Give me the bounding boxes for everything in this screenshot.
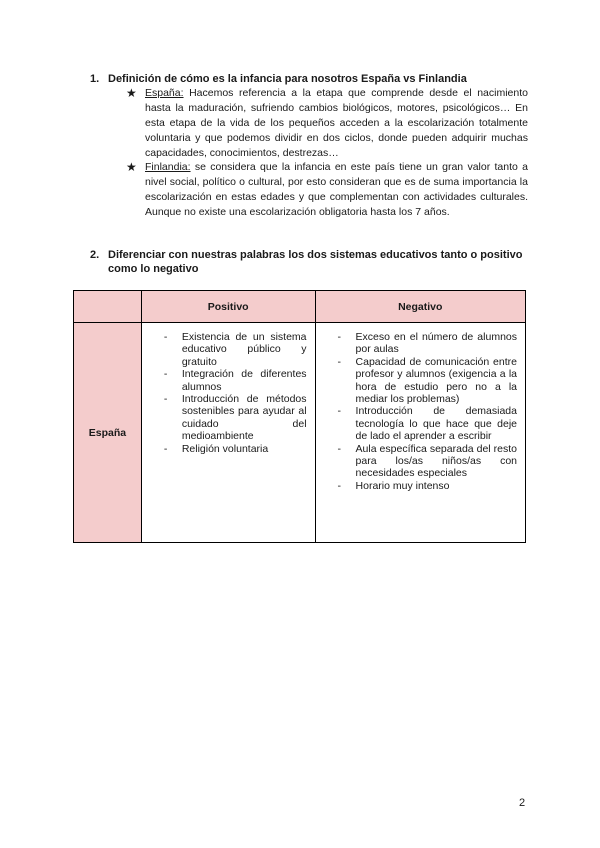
section-2-title: Diferenciar con nuestras palabras los dos sistemas educativos tanto o positivo como lo negativo (108, 249, 523, 275)
list-item: - Religión voluntaria (164, 443, 307, 455)
cell-positivo (141, 323, 315, 543)
bullet-text: Hacemos referencia a la etapa que comprende desde el nacimiento hasta la maduración, sufriendo cambios biológicos, motores, psicológicos… En esta etapa de la vida de los pequeños acceden a la escolarización totalmente voluntaria y que podemos dividir en dos ciclos, donde pueden adquirir muchas capacidades, conocimientos, destrezas… (145, 87, 528, 159)
page-number: 2 (519, 797, 526, 809)
list-item: - Capacidad de comunicación entre profesor y alumnos (exigencia a la hora de estudio pero no a la mediar los problemas) (338, 356, 517, 406)
section-1-title: Definición de cómo es la infancia para nosotros España vs Finlandia (108, 73, 467, 85)
bullet-text: se considera que la infancia en este país tiene un gran valor tanto a nivel social, político o cultural, por esto consideran que es de suma importancia la escolarización en estas edades y que complementan con actividades culturales. Aunque no existe una escolarización obligatoria hasta los 7 años. (145, 161, 528, 218)
list-item: - Existencia de un sistema educativo público y gratuito (164, 331, 307, 368)
list-item: - Horario muy intenso (338, 480, 517, 492)
star-icon: ★ (126, 160, 137, 174)
list-item: - Aula específica separada del resto para los/as niños/as con necesidades especiales (338, 443, 517, 480)
bullet-espana (126, 86, 528, 161)
negativo-list (316, 323, 525, 492)
table-header-empty (74, 291, 142, 323)
cell-negativo (315, 323, 525, 543)
bullet-label: Finlandia: (145, 161, 191, 173)
section-2-number: 2. (90, 249, 100, 261)
list-item: - Introducción de demasiada tecnología lo que hace que deje de lado el aprender a escribir (338, 405, 517, 442)
list-item: - Introducción de métodos sostenibles para ayudar al cuidado del medioambiente (164, 393, 307, 443)
list-item: - Integración de diferentes alumnos (164, 368, 307, 393)
bullet-finlandia (126, 160, 528, 220)
table-row (74, 323, 526, 543)
star-icon: ★ (126, 86, 137, 100)
positivo-list (142, 323, 315, 455)
table-header-negativo: Negativo (315, 291, 525, 323)
table-header-positivo: Positivo (141, 291, 315, 323)
comparison-table (73, 290, 526, 543)
list-item: - Exceso en el número de alumnos por aulas (338, 331, 517, 356)
section-2-heading (90, 248, 530, 276)
section-1-heading (90, 72, 530, 86)
row-label-espana: España (74, 323, 142, 543)
bullet-label: España: (145, 87, 184, 99)
section-1-number: 1. (90, 73, 100, 85)
table-header-row (74, 291, 526, 323)
